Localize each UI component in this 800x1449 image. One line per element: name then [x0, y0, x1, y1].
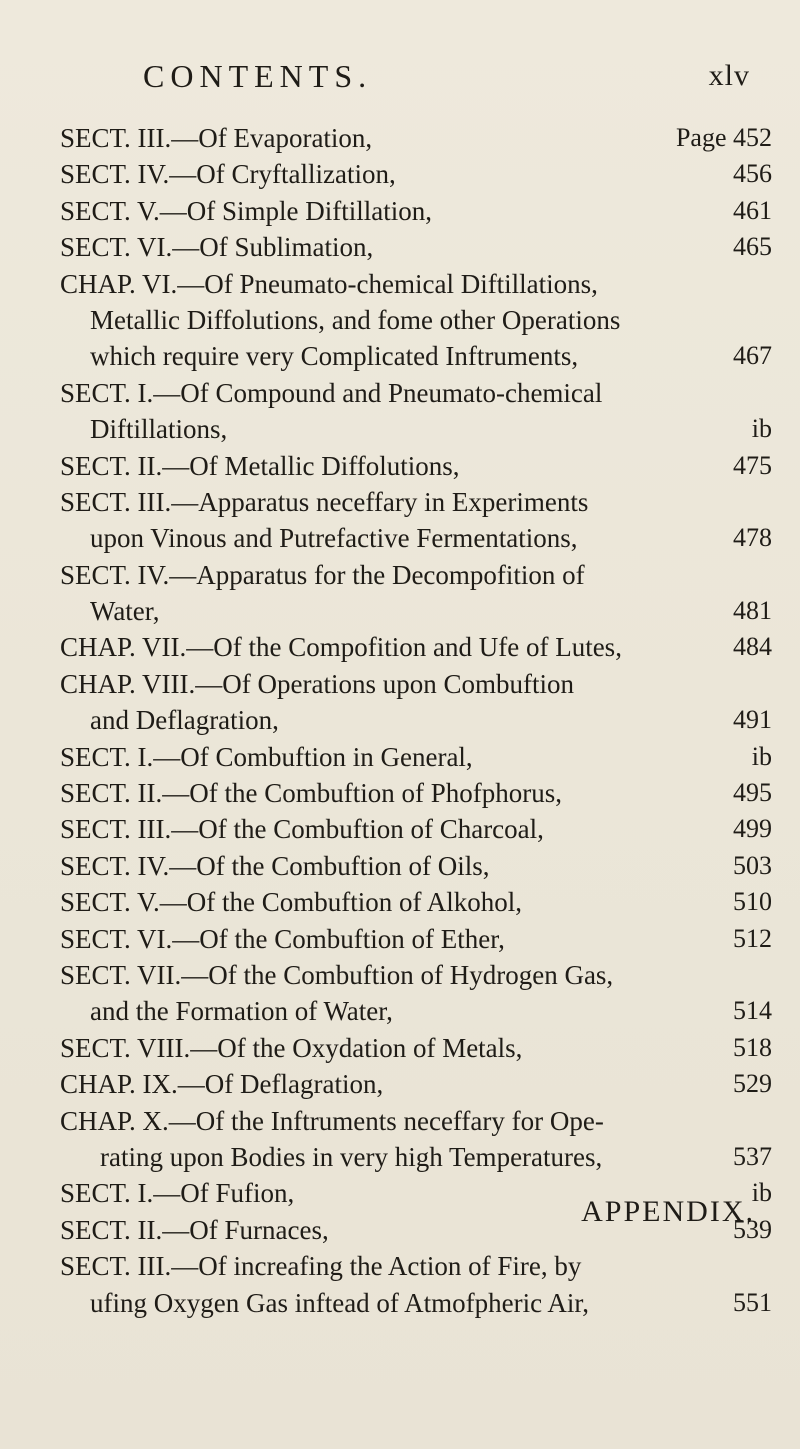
toc-entry-text: CHAP. X.—Of the Inftruments neceffary for Ope-	[60, 1105, 604, 1136]
running-title: CONTENTS.	[143, 58, 373, 94]
toc-entry-text: CHAP. IX.—Of Deflagration,	[60, 1069, 384, 1100]
toc-entry-text: Metallic Diffolutions, and fome other Operations	[90, 304, 621, 335]
toc-entry	[0, 229, 800, 265]
toc-entry	[0, 448, 800, 484]
toc-entry	[0, 739, 800, 775]
toc-entry-page: 499	[733, 814, 772, 844]
toc-entry-text: SECT. VIII.—Of the Oxydation of Metals,	[60, 1032, 523, 1063]
toc-entry	[0, 629, 800, 665]
toc-entry-text: SECT. V.—Of Simple Diftillation,	[60, 195, 433, 226]
toc-entry-text: SECT. VII.—Of the Combuftion of Hydrogen Gas,	[60, 959, 614, 990]
toc-entry-text: SECT. V.—Of the Combuftion of Alkohol,	[60, 887, 523, 918]
toc-entry-page: 503	[733, 850, 772, 880]
toc-entry-page: 495	[733, 778, 772, 808]
toc-entry	[0, 411, 800, 447]
toc-entry	[0, 520, 800, 556]
toc-entry-text: SECT. I.—Of Compound and Pneumato-chemical	[60, 377, 603, 408]
toc-entry-text: rating upon Bodies in very high Temperatures,	[100, 1141, 603, 1172]
toc-entry	[0, 1248, 800, 1284]
toc-entry-page: 518	[733, 1032, 772, 1062]
toc-entry-text: SECT. I.—Of Combuftion in General,	[60, 741, 473, 772]
toc-entry-page: 539	[733, 1214, 772, 1244]
toc-entry	[0, 193, 800, 229]
toc-entry-page: 510	[733, 887, 772, 917]
toc-entry-text: SECT. III.—Of increafing the Action of Fire, by	[60, 1251, 582, 1282]
toc-entry	[0, 1066, 800, 1102]
toc-entry-text: SECT. III.—Of the Combuftion of Charcoal,	[60, 814, 544, 845]
toc-entry-text: Diftillations,	[90, 414, 228, 445]
toc-entry	[0, 957, 800, 993]
toc-entry-text: and the Formation of Water,	[90, 996, 393, 1027]
toc-entry	[0, 884, 800, 920]
running-head	[0, 56, 800, 100]
toc-entry-text: SECT. III.—Of Evaporation,	[60, 123, 373, 153]
toc-entry	[0, 1103, 800, 1139]
toc-entry-text: SECT. IV.—Of Cryftallization,	[60, 159, 396, 190]
toc-entry-text: SECT. VI.—Of the Combuftion of Ether,	[60, 923, 505, 954]
toc-entry-text: SECT. II.—Of Furnaces,	[60, 1214, 329, 1245]
toc-entry	[0, 120, 800, 156]
appendix-heading: APPENDIX.	[581, 1195, 755, 1228]
toc-entry-text: CHAP. VI.—Of Pneumato-chemical Diftillations,	[60, 268, 598, 299]
table-of-contents	[0, 120, 800, 1321]
toc-entry-page: 478	[733, 523, 772, 553]
toc-entry	[0, 302, 800, 338]
toc-entry-text: upon Vinous and Putrefactive Fermentations,	[90, 523, 578, 554]
toc-entry-text: ufing Oxygen Gas inftead of Atmofpheric Air,	[90, 1287, 590, 1318]
toc-entry-page: 481	[733, 596, 772, 626]
toc-entry	[0, 921, 800, 957]
toc-entry-page: ib	[751, 414, 772, 444]
toc-entry-text: SECT. IV.—Of the Combuftion of Oils,	[60, 850, 490, 881]
toc-entry-text: SECT. I.—Of Fufion,	[60, 1178, 295, 1209]
toc-entry-text: CHAP. VIII.—Of Operations upon Combuftion	[60, 668, 574, 699]
toc-entry-text: SECT. III.—Apparatus neceffary in Experiments	[60, 486, 589, 517]
toc-entry-page: 475	[733, 450, 772, 480]
toc-entry-page: 529	[733, 1069, 772, 1099]
toc-entry	[0, 1030, 800, 1066]
toc-entry	[0, 993, 800, 1029]
toc-entry	[0, 557, 800, 593]
toc-entry	[0, 702, 800, 738]
toc-entry	[0, 375, 800, 411]
toc-entry-page: 456	[733, 159, 772, 189]
toc-entry-text: SECT. II.—Of Metallic Diffolutions,	[60, 450, 460, 481]
toc-entry-page: ib	[751, 741, 772, 771]
toc-entry	[0, 593, 800, 629]
toc-entry-text: Water,	[90, 596, 160, 627]
toc-entry-text: SECT. II.—Of the Combuftion of Phofphorus,	[60, 778, 562, 809]
toc-entry-page: 467	[733, 341, 772, 371]
toc-entry-page: 465	[733, 232, 772, 262]
toc-entry-text: which require very Complicated Inftruments,	[90, 341, 579, 372]
toc-entry	[0, 156, 800, 192]
toc-entry	[0, 1285, 800, 1321]
toc-entry-text: and Deflagration,	[90, 705, 279, 736]
toc-entry-page: 551	[733, 1287, 772, 1317]
toc-entry	[0, 666, 800, 702]
toc-entry-page: ib	[751, 1178, 772, 1208]
page-number: xlv	[708, 59, 750, 92]
toc-entry-text: CHAP. VII.—Of the Compofition and Ufe of Lutes,	[60, 632, 622, 663]
toc-entry-page: 512	[733, 923, 772, 953]
toc-entry	[0, 338, 800, 374]
toc-entry	[0, 266, 800, 302]
toc-entry-page: 461	[733, 195, 772, 225]
toc-entry-page: 491	[733, 705, 772, 735]
toc-entry	[0, 811, 800, 847]
toc-entry	[0, 484, 800, 520]
toc-entry	[0, 848, 800, 884]
toc-entry	[0, 1139, 800, 1175]
toc-entry-text: SECT. IV.—Apparatus for the Decompofition of	[60, 559, 585, 590]
toc-entry-page: 484	[733, 632, 772, 662]
toc-entry-text: SECT. VI.—Of Sublimation,	[60, 232, 374, 263]
toc-entry	[0, 775, 800, 811]
toc-entry-page: 514	[733, 996, 772, 1026]
toc-entry-page: Page 452	[675, 123, 772, 152]
toc-entry-page: 537	[733, 1141, 772, 1171]
